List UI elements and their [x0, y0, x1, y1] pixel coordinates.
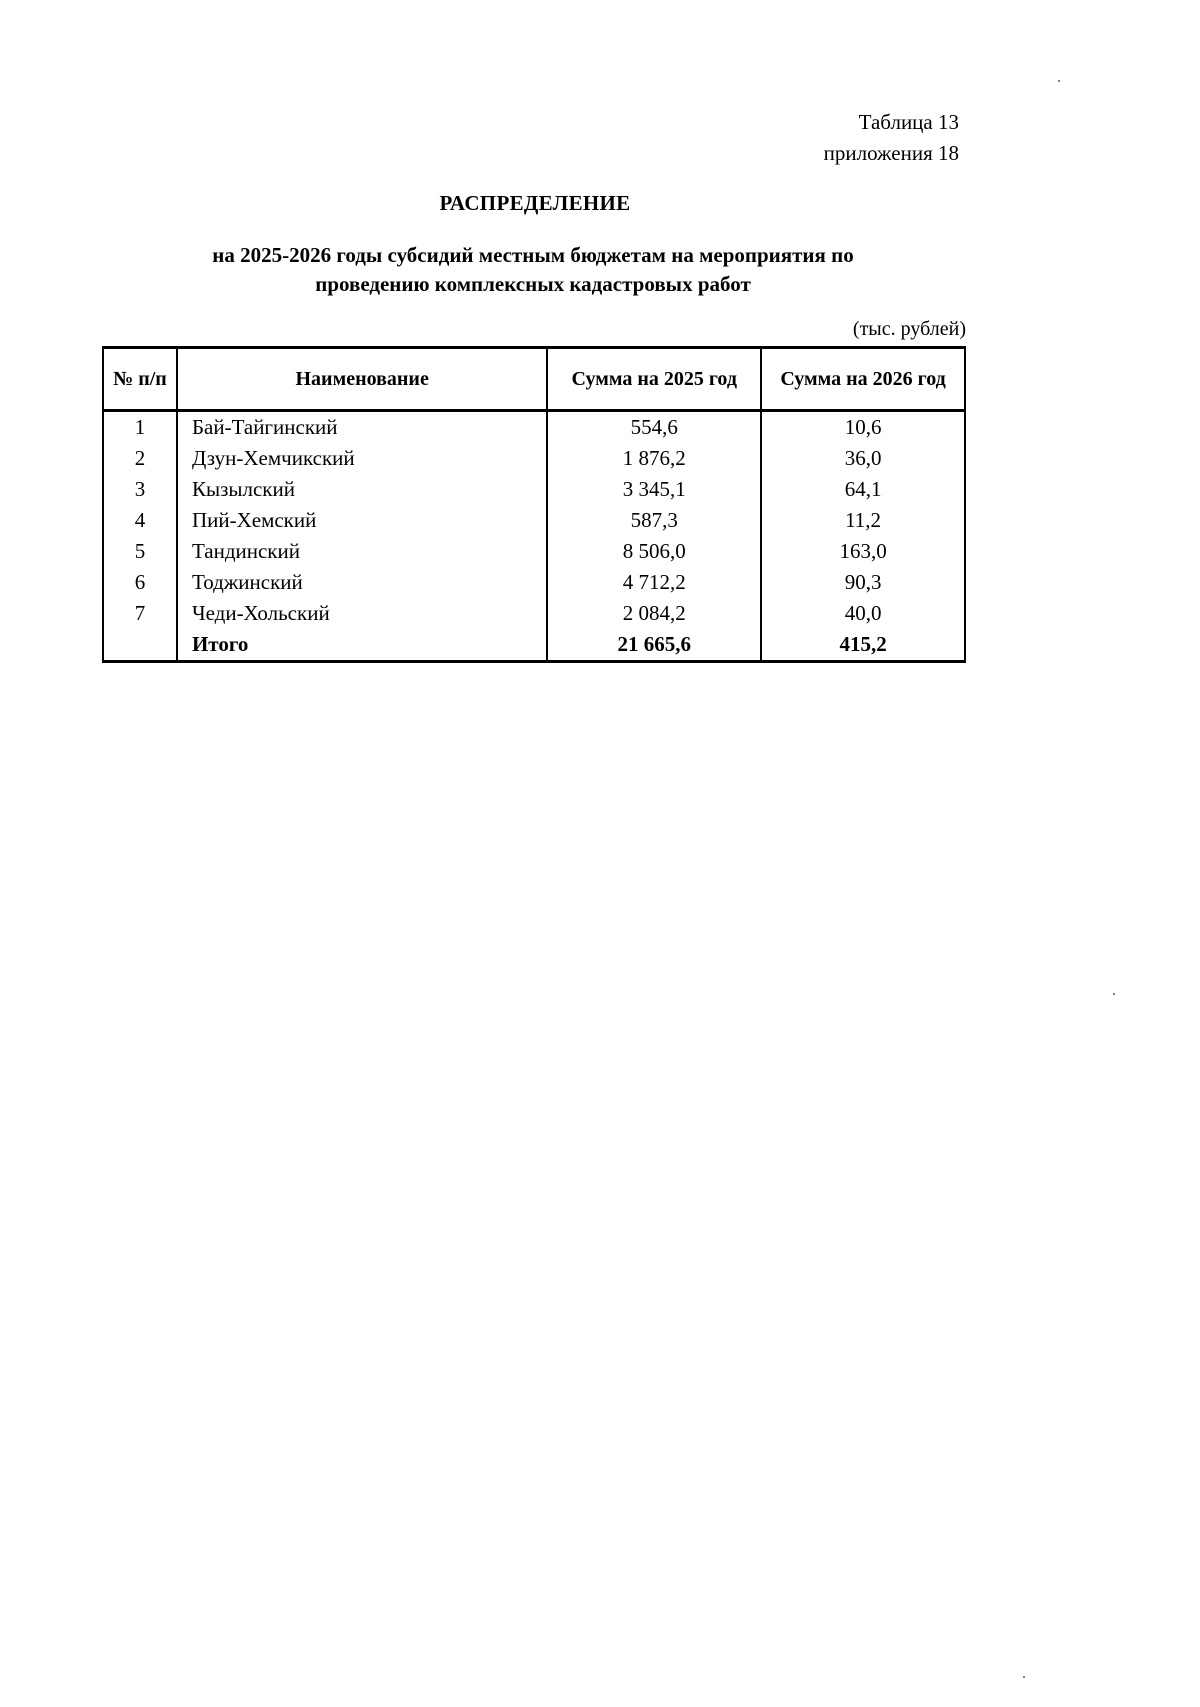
row-amount-2026: 10,6 — [761, 411, 965, 444]
row-name: Бай-Тайгинский — [177, 411, 547, 444]
scan-speck — [1113, 993, 1115, 995]
scan-speck — [1023, 1676, 1025, 1678]
row-number: 1 — [103, 411, 177, 444]
column-header-number: № п/п — [103, 348, 177, 411]
row-number: 4 — [103, 505, 177, 536]
table-number: Таблица 13 — [858, 110, 959, 134]
row-number: 5 — [103, 536, 177, 567]
table-row — [103, 567, 965, 598]
table-reference — [824, 107, 959, 169]
row-amount-2025: 2 084,2 — [547, 598, 761, 629]
row-name: Тоджинский — [177, 567, 547, 598]
row-amount-2025: 8 506,0 — [547, 536, 761, 567]
distribution-table — [102, 346, 966, 663]
row-name: Чеди-Хольский — [177, 598, 547, 629]
row-name: Кызылский — [177, 474, 547, 505]
total-row — [103, 629, 965, 662]
column-header-2026: Сумма на 2026 год — [761, 348, 965, 411]
row-amount-2026: 11,2 — [761, 505, 965, 536]
total-label: Итого — [177, 629, 547, 662]
row-name: Пий-Хемский — [177, 505, 547, 536]
document-title: РАСПРЕДЕЛЕНИЕ — [439, 191, 631, 215]
row-amount-2026: 90,3 — [761, 567, 965, 598]
row-amount-2025: 554,6 — [547, 411, 761, 444]
table-row — [103, 536, 965, 567]
total-amount-2026: 415,2 — [761, 629, 965, 662]
table-row — [103, 474, 965, 505]
row-name: Тандинский — [177, 536, 547, 567]
row-number: 3 — [103, 474, 177, 505]
row-amount-2026: 64,1 — [761, 474, 965, 505]
row-amount-2026: 40,0 — [761, 598, 965, 629]
row-amount-2025: 4 712,2 — [547, 567, 761, 598]
table-row — [103, 443, 965, 474]
total-amount-2025: 21 665,6 — [547, 629, 761, 662]
row-number: 6 — [103, 567, 177, 598]
row-amount-2025: 3 345,1 — [547, 474, 761, 505]
row-name: Дзун-Хемчикский — [177, 443, 547, 474]
subtitle-line-2: проведению комплексных кадастровых работ — [315, 272, 751, 296]
row-amount-2026: 36,0 — [761, 443, 965, 474]
units-label: (тыс. рублей) — [852, 318, 966, 340]
total-number — [103, 629, 177, 662]
table-row — [103, 598, 965, 629]
column-header-2025: Сумма на 2025 год — [547, 348, 761, 411]
document-subtitle — [100, 241, 966, 299]
table-row — [103, 505, 965, 536]
appendix-number: приложения 18 — [823, 141, 959, 165]
row-number: 2 — [103, 443, 177, 474]
table-header-row — [103, 348, 965, 411]
row-amount-2025: 587,3 — [547, 505, 761, 536]
subtitle-line-1: на 2025-2026 годы субсидий местным бюджетам на мероприятия по — [212, 243, 854, 267]
row-amount-2025: 1 876,2 — [547, 443, 761, 474]
column-header-name: Наименование — [177, 348, 547, 411]
row-amount-2026: 163,0 — [761, 536, 965, 567]
table-row — [103, 411, 965, 444]
row-number: 7 — [103, 598, 177, 629]
scan-speck — [1058, 80, 1060, 82]
